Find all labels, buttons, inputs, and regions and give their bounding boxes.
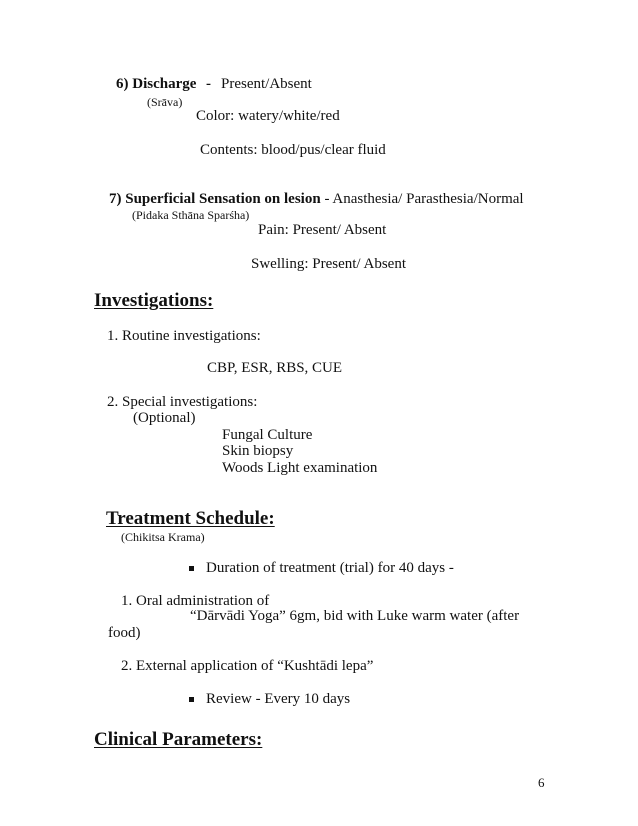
discharge-sanskrit: (Srāva) — [147, 95, 183, 109]
sensation-pain: Pain: Present/ Absent — [258, 222, 387, 238]
bullet-icon — [189, 697, 194, 702]
sensation-swelling: Swelling: Present/ Absent — [251, 256, 406, 272]
treatment-review: Review - Every 10 days — [206, 691, 351, 707]
page-number: 6 — [538, 775, 545, 790]
special-test-item: Fungal Culture — [222, 427, 313, 443]
special-test-item: Woods Light examination — [222, 460, 378, 476]
sensation-line — [109, 192, 524, 207]
special-investigations-note: (Optional) — [133, 410, 196, 426]
special-investigations-label: 2. Special investigations: — [107, 394, 258, 410]
oral-administration-detail-cont: food) — [108, 625, 141, 641]
discharge-value: Present/Absent — [221, 76, 312, 92]
discharge-color: Color: watery/white/red — [196, 108, 340, 124]
discharge-contents: Contents: blood/pus/clear fluid — [200, 142, 386, 158]
special-test-item: Skin biopsy — [222, 443, 294, 459]
routine-investigations-label: 1. Routine investigations: — [107, 328, 261, 344]
treatment-duration: Duration of treatment (trial) for 40 days - — [206, 560, 454, 576]
treatment-sanskrit: (Chikitsa Krama) — [121, 530, 205, 544]
oral-administration-label: 1. Oral administration of — [121, 593, 270, 609]
sensation-sanskrit: (Pidaka Sthāna Sparśha) — [132, 208, 250, 222]
oral-administration-detail: “Dārvādi Yoga” 6gm, bid with Luke warm water (after — [190, 608, 520, 624]
bullet-icon — [189, 566, 194, 571]
investigations-heading: Investigations: — [94, 290, 214, 311]
discharge-dash: - — [206, 76, 211, 92]
sensation-value: - Anasthesia/ Parasthesia/Normal — [320, 191, 524, 207]
external-application: 2. External application of “Kushtādi lepa” — [121, 658, 374, 674]
sensation-label: 7) Superficial Sensation on lesion — [109, 191, 321, 207]
clinical-parameters-heading: Clinical Parameters: — [94, 729, 263, 750]
discharge-label: 6) Discharge — [116, 76, 197, 92]
treatment-heading: Treatment Schedule: — [106, 508, 275, 529]
routine-tests: CBP, ESR, RBS, CUE — [207, 360, 343, 376]
